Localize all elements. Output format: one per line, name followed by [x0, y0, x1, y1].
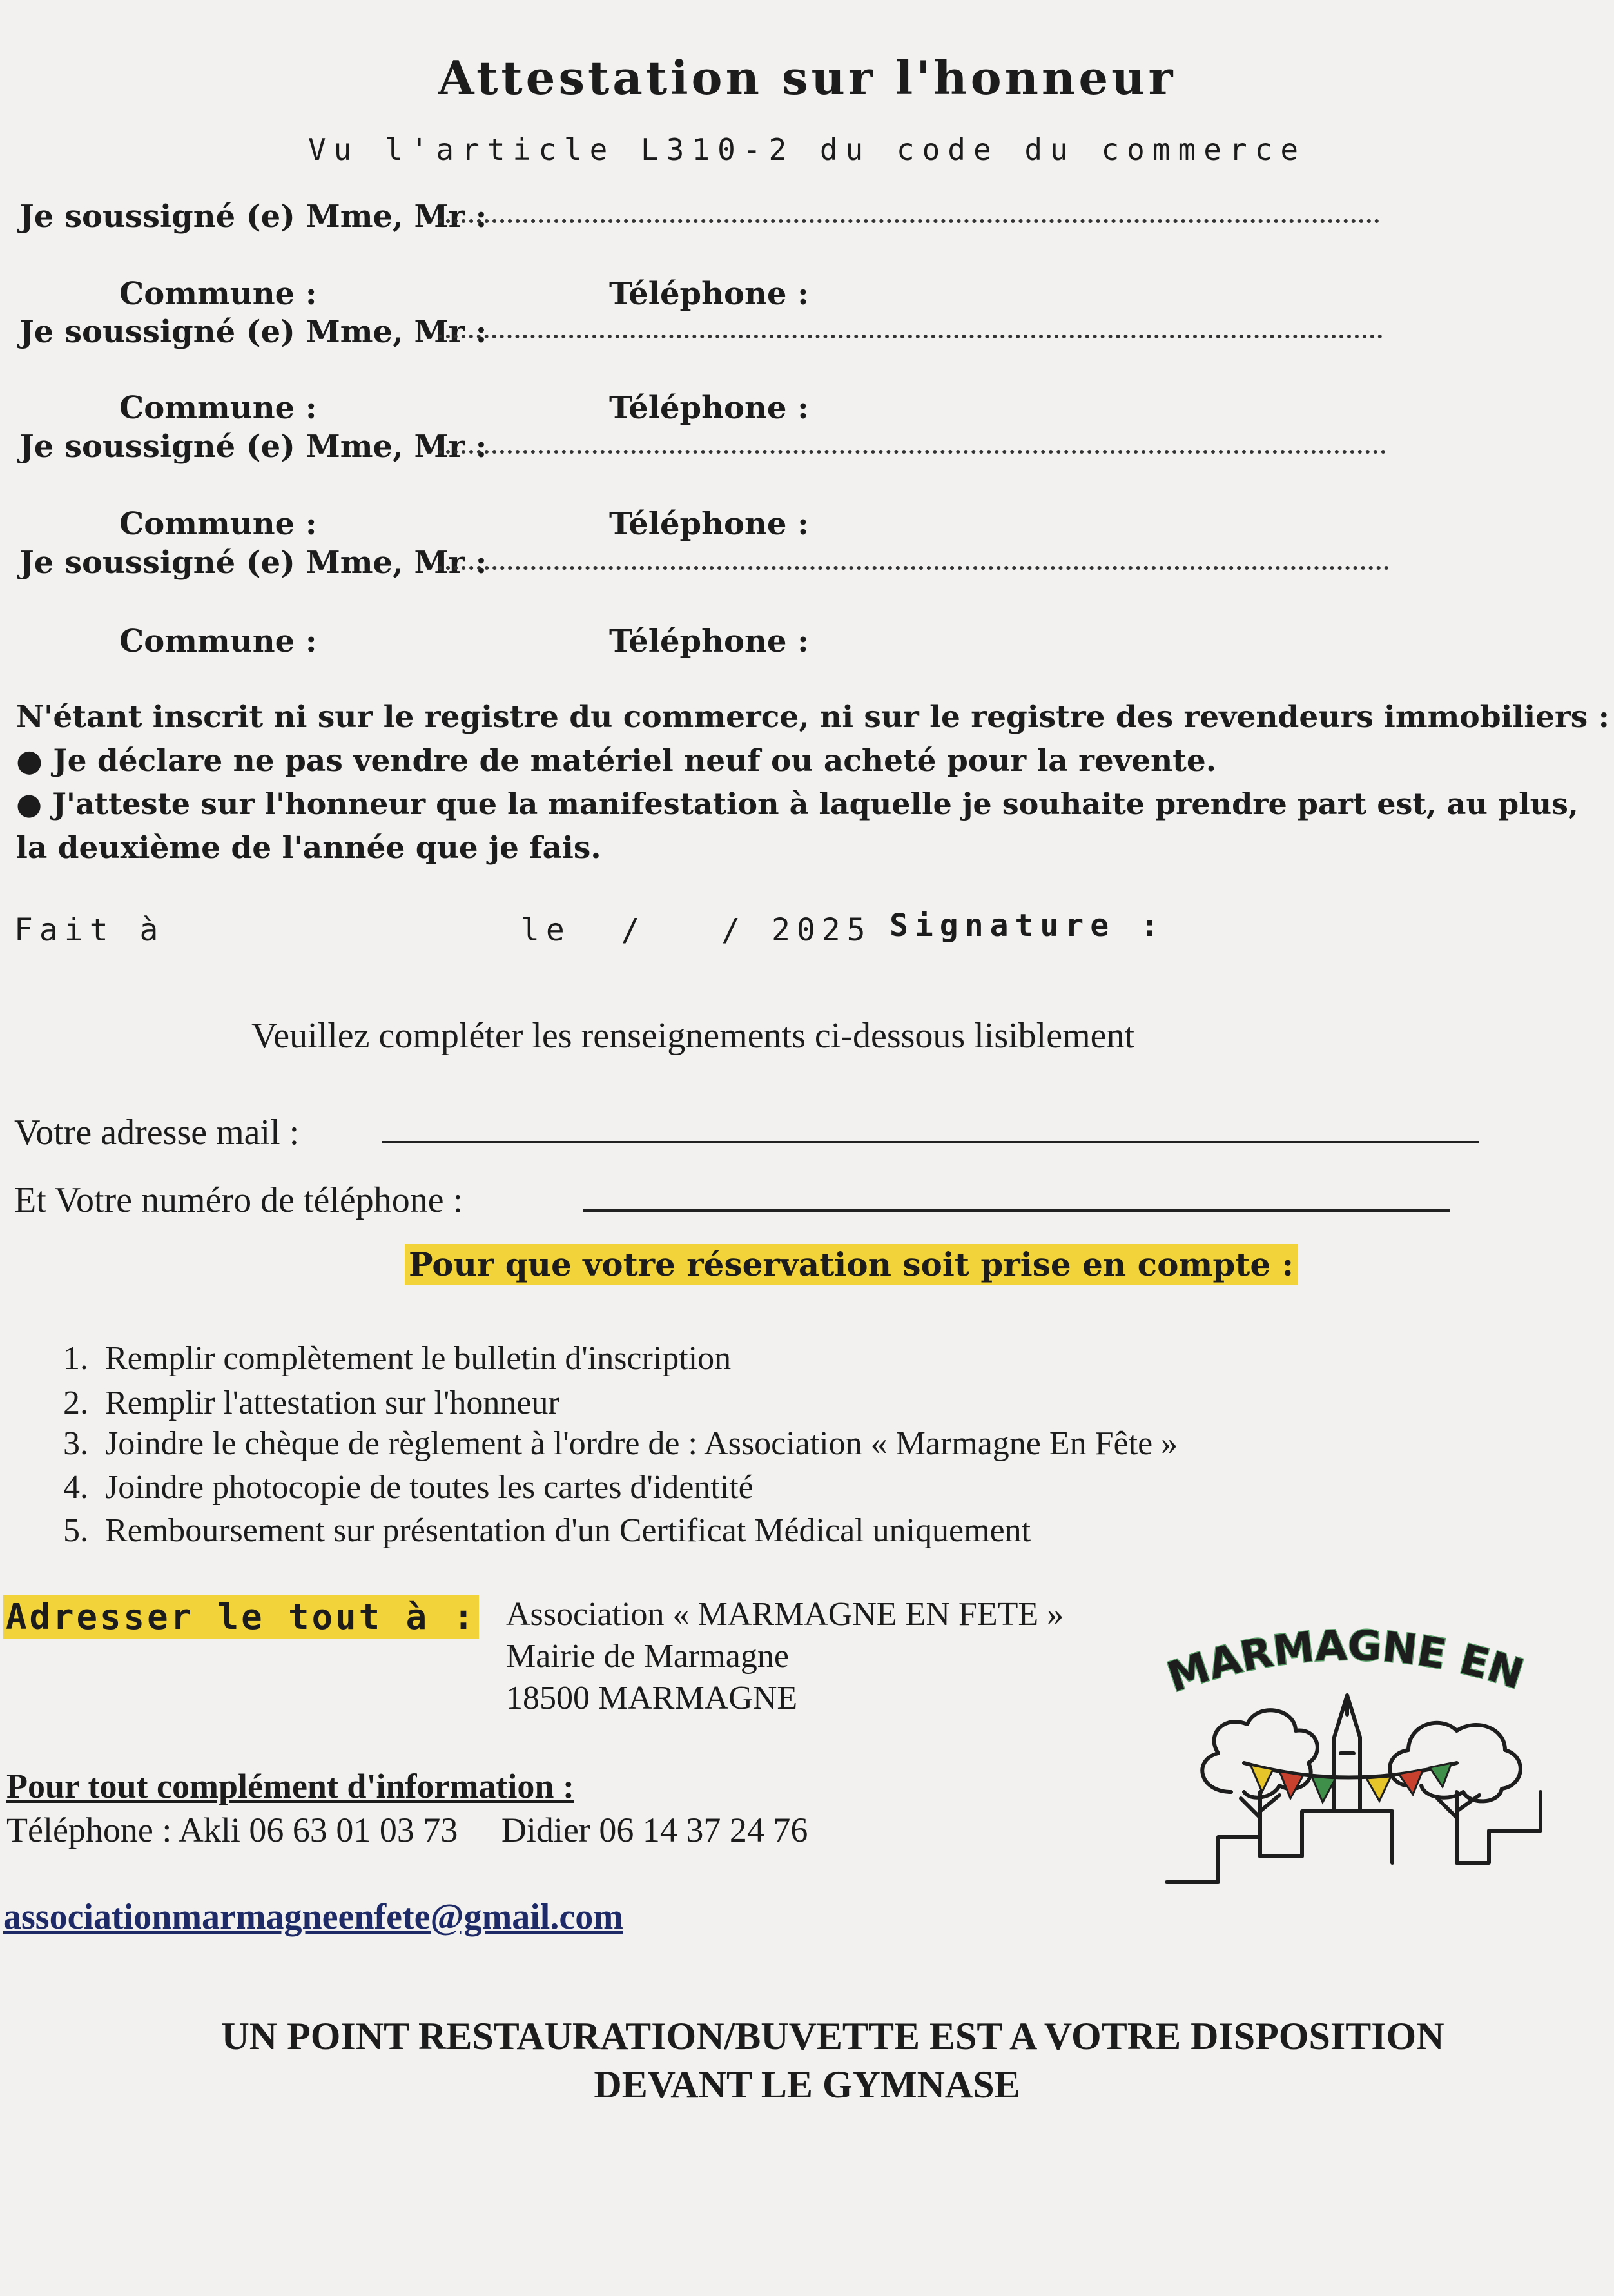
signatory-label-3: Je soussigné (e) Mme, Mr :: [19, 429, 487, 465]
address-heading: Adresser le tout à :: [3, 1595, 479, 1639]
telephone-label-4: Téléphone :: [609, 623, 809, 659]
telephone-label-3: Téléphone :: [609, 506, 809, 542]
step-1: 1. Remplir complètement le bulletin d'inscription: [63, 1340, 732, 1377]
flag-4: [1366, 1776, 1391, 1801]
instructions-text: Veuillez compléter les renseignements ci-dessous lisiblement: [251, 1016, 1135, 1056]
step-2: 2. Remplir l'attestation sur l'honneur: [63, 1385, 559, 1421]
mail-field[interactable]: [382, 1141, 1479, 1143]
declaration-bullet-2: ● J'atteste sur l'honneur que la manifestation à laquelle je souhaite prendre part est, au plus,: [16, 786, 1579, 821]
info-heading: Pour tout complément d'information :: [6, 1767, 574, 1805]
date-label: le / / 2025: [521, 912, 872, 948]
declaration-intro: N'étant inscrit ni sur le registre du commerce, ni sur le registre des revendeurs immobiliers :: [16, 699, 1609, 735]
commune-label-4: Commune :: [119, 623, 317, 659]
logo-text: MARMAGNE EN: [1162, 1622, 1529, 1702]
address-line-3: 18500 MARMAGNE: [506, 1680, 798, 1717]
telephone-label-2: Téléphone :: [609, 390, 809, 426]
step-3: 3. Joindre le chèque de règlement à l'ordre de : Association « Marmagne En Fête »: [63, 1425, 1178, 1462]
phone-field[interactable]: [583, 1209, 1450, 1212]
fait-a-label: Fait à: [14, 912, 165, 948]
signatory-label-2: Je soussigné (e) Mme, Mr :: [19, 314, 487, 350]
footer-line-1: UN POINT RESTAURATION/BUVETTE EST A VOTRE DISPOSITION: [221, 2015, 1444, 2058]
commune-label-3: Commune :: [119, 506, 317, 542]
flag-2: [1279, 1771, 1303, 1798]
signatory-name-field-3[interactable]: [438, 450, 1386, 454]
declaration-bullet-1: ● Je déclare ne pas vendre de matériel neuf ou acheté pour la revente.: [16, 743, 1217, 779]
step-5: 5. Remboursement sur présentation d'un Certificat Médical uniquement: [63, 1512, 1031, 1549]
reservation-heading: Pour que votre réservation soit prise en compte :: [405, 1244, 1298, 1285]
flag-1: [1250, 1765, 1273, 1792]
marmagne-logo: [1154, 1599, 1553, 1902]
flag-5: [1399, 1769, 1423, 1795]
signatory-name-field-1[interactable]: [438, 219, 1379, 223]
flag-3: [1312, 1776, 1336, 1802]
document-title: Attestation sur l'honneur: [438, 50, 1176, 105]
commune-label-2: Commune :: [119, 390, 317, 426]
declaration-bullet-2-cont: la deuxième de l'année que je fais.: [16, 830, 601, 866]
signatory-label-1: Je soussigné (e) Mme, Mr :: [19, 199, 487, 235]
signatory-name-field-2[interactable]: [438, 335, 1383, 338]
signatory-name-field-4[interactable]: [438, 566, 1389, 570]
info-phones: Téléphone : Akli 06 63 01 03 73 Didier 06 14 37 24 76: [6, 1811, 808, 1849]
signature-label: Signature :: [890, 908, 1165, 944]
step-4: 4. Joindre photocopie de toutes les cartes d'identité: [63, 1469, 754, 1506]
signatory-label-4: Je soussigné (e) Mme, Mr :: [19, 545, 487, 581]
footer-line-2: DEVANT LE GYMNASE: [594, 2063, 1020, 2106]
document-subtitle: Vu l'article L310-2 du code du commerce: [307, 132, 1307, 167]
info-email-link[interactable]: associationmarmagneenfete@gmail.com: [3, 1897, 623, 1937]
commune-label-1: Commune :: [119, 276, 317, 312]
phone-label: Et Votre numéro de téléphone :: [14, 1180, 463, 1220]
address-line-1: Association « MARMAGNE EN FETE »: [506, 1596, 1064, 1633]
telephone-label-1: Téléphone :: [609, 276, 809, 312]
flag-6: [1430, 1763, 1452, 1787]
mail-label: Votre adresse mail :: [14, 1113, 300, 1153]
address-line-2: Mairie de Marmagne: [506, 1638, 789, 1675]
